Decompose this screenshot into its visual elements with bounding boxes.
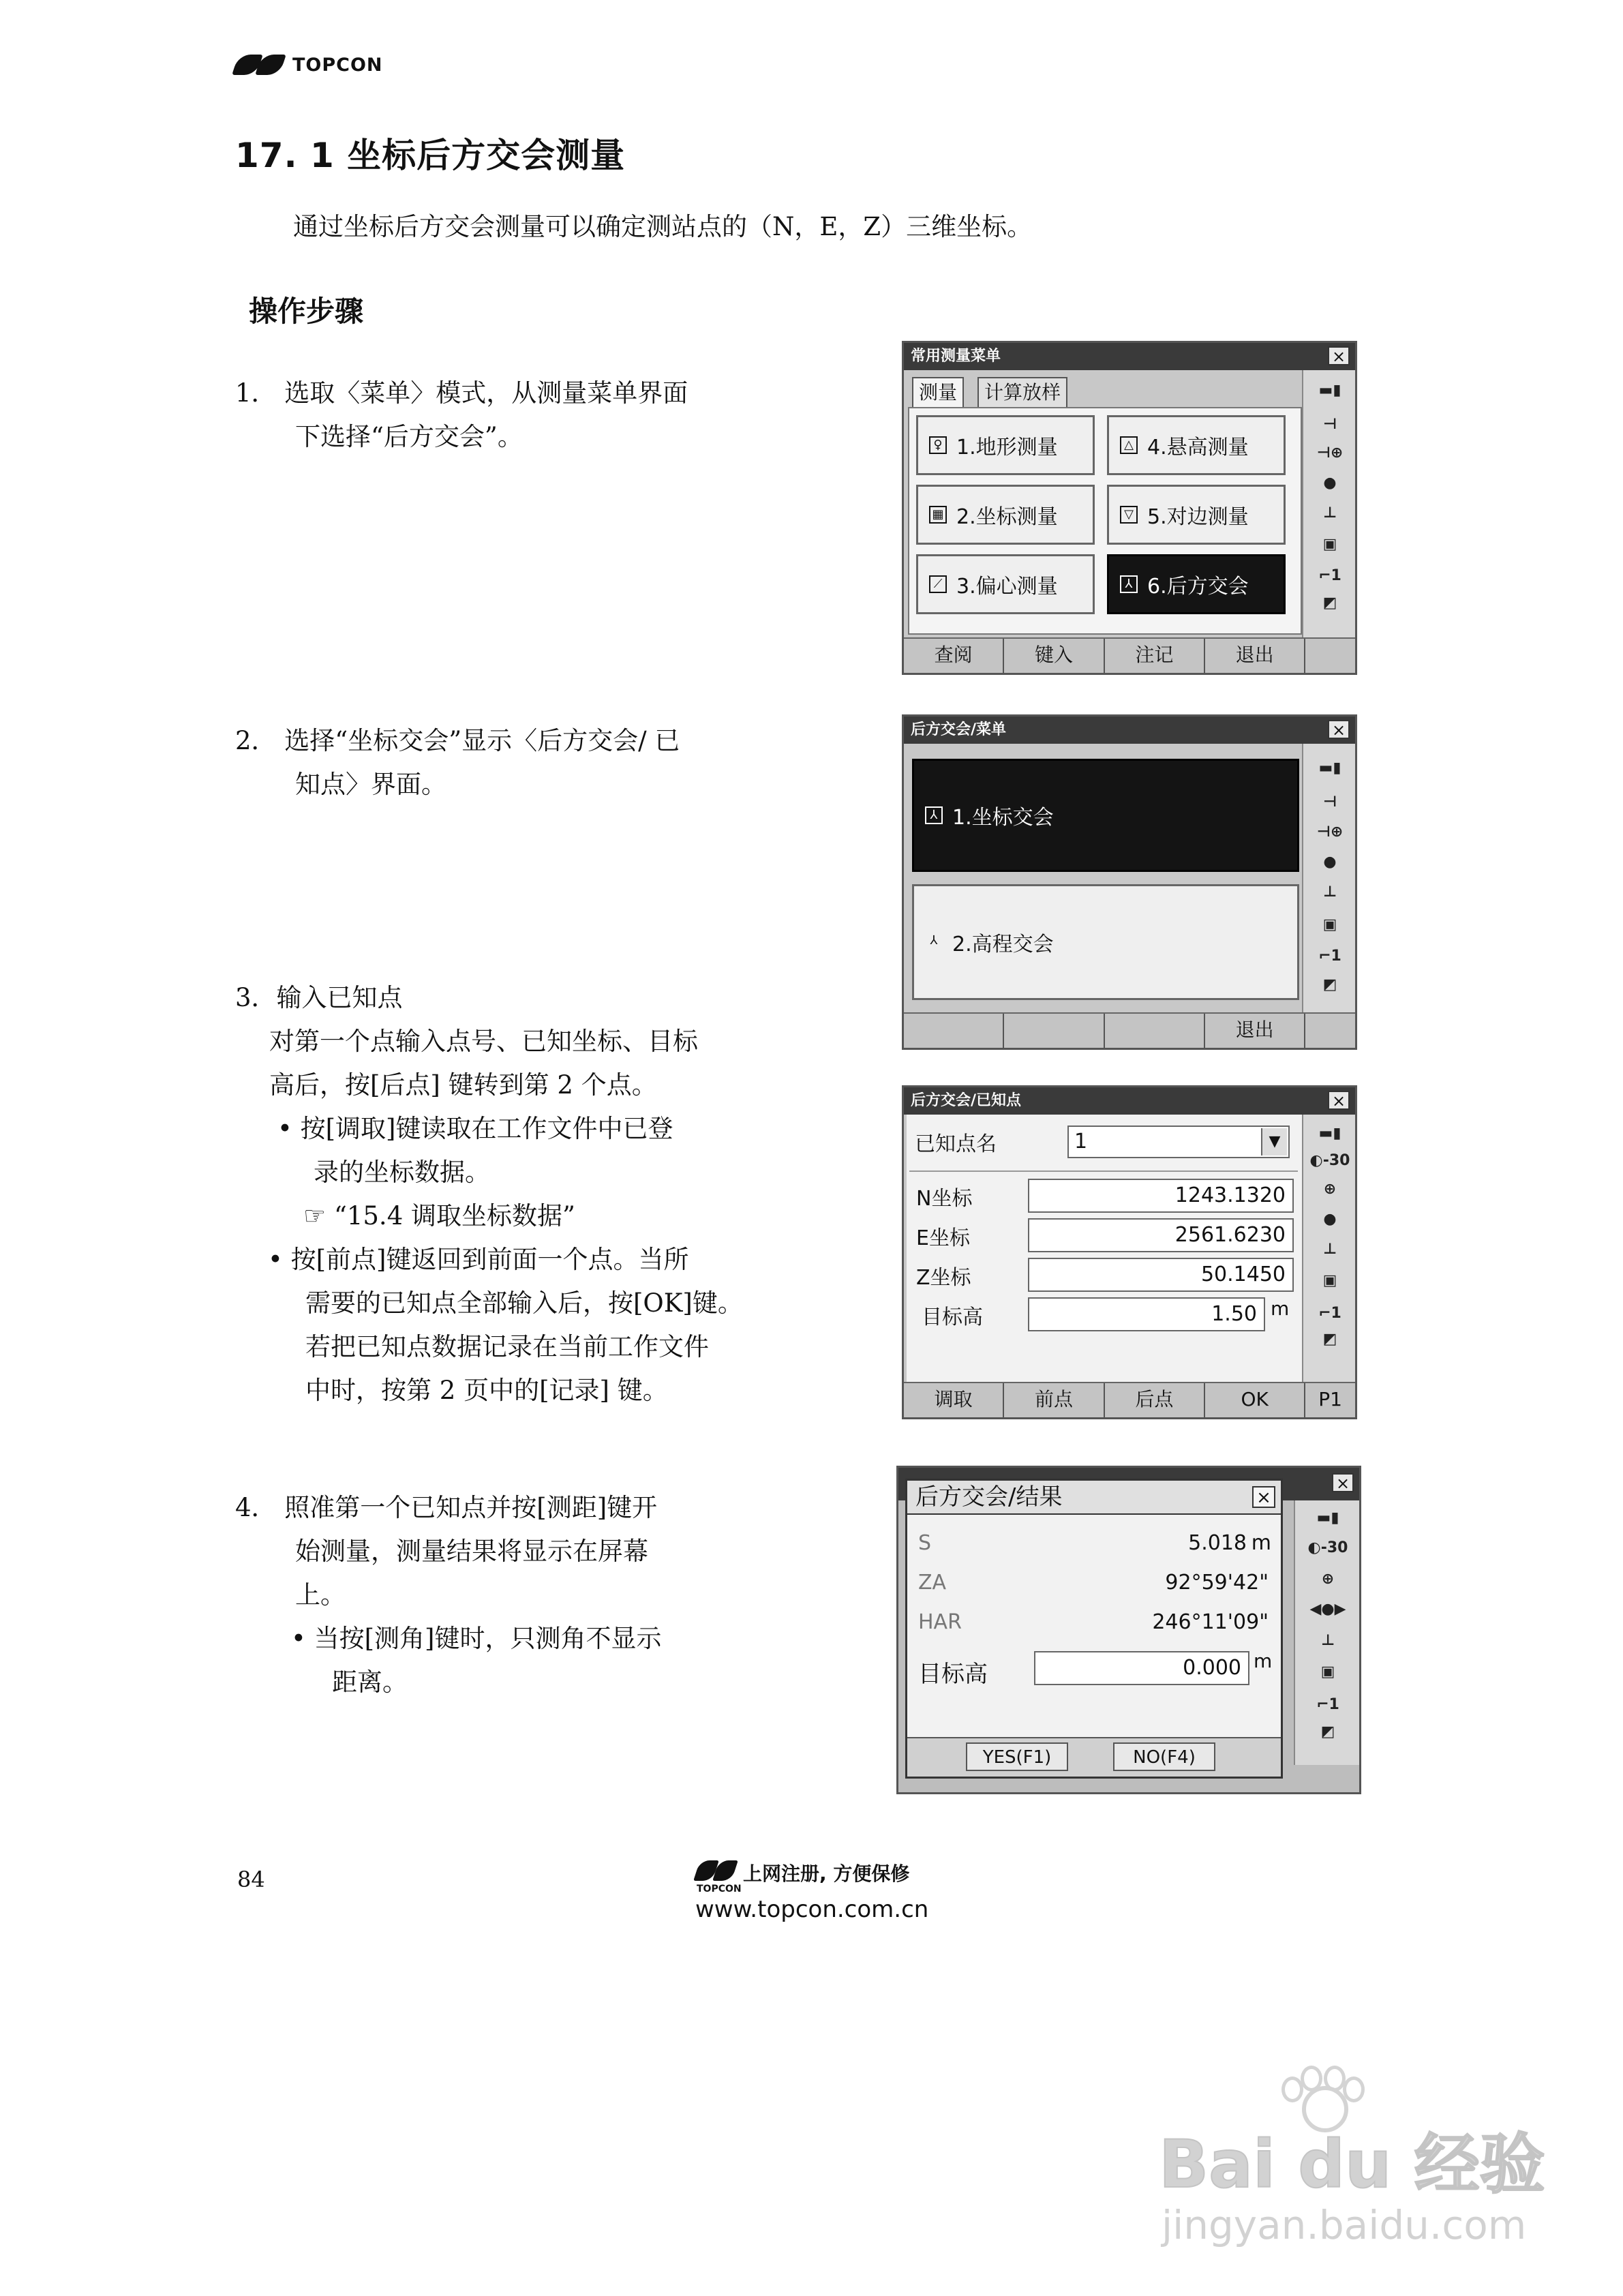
- softkey-note[interactable]: 注记: [1105, 639, 1205, 673]
- menu-offset-button[interactable]: [916, 554, 1095, 614]
- step3-bullet1-line1: • 按[调取]键读取在工作文件中已登: [277, 1114, 673, 1143]
- n-coordinate-input[interactable]: 1243.1320: [1028, 1179, 1294, 1213]
- input-mode-icon: ⌐1: [1316, 1695, 1339, 1713]
- input-mode-icon: ⌐1: [1318, 947, 1341, 965]
- softkey-f3[interactable]: [1105, 1014, 1205, 1048]
- battery-icon: ▬▮: [1318, 381, 1341, 399]
- instrument-icon: ▣: [1322, 1271, 1337, 1289]
- target-height-unit: m: [1254, 1650, 1273, 1672]
- zenith-angle-label: ZA: [918, 1571, 947, 1595]
- screen1-status-sidebar: [1302, 370, 1355, 637]
- watermark-brand: Bai du 经验: [1159, 2126, 1545, 2203]
- softkey-blank[interactable]: [1305, 1014, 1355, 1048]
- close-icon[interactable]: ×: [1328, 1091, 1350, 1110]
- target-height-label: 目标高: [918, 1661, 988, 1688]
- paw-icon: [1275, 2066, 1363, 2127]
- softkey-page[interactable]: P1: [1305, 1383, 1355, 1417]
- step2-line1: 2． 选择“坐标交会”显示〈后方交会/ 已: [235, 726, 680, 755]
- prism-constant: [1309, 1149, 1351, 1172]
- resection-icon: ⅄: [925, 806, 943, 824]
- target-icon: ●: [1323, 474, 1337, 492]
- step3-bullet1-line2: 录的坐标数据。: [314, 1158, 490, 1187]
- target-height-unit: m: [1271, 1297, 1290, 1320]
- screen1-title: 常用测量菜单: [911, 348, 1001, 365]
- chevron-down-icon[interactable]: ▼: [1261, 1128, 1287, 1155]
- prism-icon: ⊥: [1322, 504, 1337, 522]
- softkey-f1[interactable]: [904, 1014, 1004, 1048]
- instrument-icon: ▣: [1322, 535, 1337, 553]
- menu-item-label: 4.悬高测量: [1147, 436, 1249, 459]
- divider: [909, 1170, 1298, 1172]
- prism-constant: [1301, 1536, 1355, 1559]
- step1-line1: 1． 选取〈菜单〉模式，从测量菜单界面: [235, 378, 688, 408]
- screen1-softkeys: [904, 637, 1355, 673]
- screen-resection-menu: [902, 714, 1357, 1050]
- screen-measure-menu: [902, 341, 1357, 675]
- prism-constant-icon: ◐: [1309, 1151, 1323, 1169]
- z-coordinate-label: Z坐标: [916, 1266, 971, 1290]
- footer-logo: [695, 1858, 928, 1923]
- footer-url: www.topcon.com.cn: [695, 1896, 929, 1923]
- screen1-titlebar: [904, 343, 1355, 370]
- softkey-exit[interactable]: 退出: [1205, 639, 1305, 673]
- step4-line1: 4． 照准第一个已知点并按[测距]键开: [235, 1493, 658, 1522]
- menu-coordinate-resection-button[interactable]: [912, 759, 1299, 872]
- menu-remote-elevation-button[interactable]: [1107, 415, 1286, 475]
- brand-name: TOPCON: [292, 54, 383, 76]
- target-icon: ●: [1323, 853, 1337, 871]
- target-height-input[interactable]: 0.000: [1034, 1651, 1249, 1685]
- resection-icon: ⅄: [1120, 575, 1138, 593]
- yes-button[interactable]: YES(F1): [966, 1742, 1068, 1771]
- tilt-compensation-icon: ⊕: [1323, 1180, 1337, 1198]
- topcon-logo: [235, 48, 383, 82]
- step3-line2: 对第一个点输入点号、已知坐标、目标: [269, 1027, 698, 1056]
- softkey-previous-point[interactable]: 前点: [1004, 1383, 1104, 1417]
- triangle-icon: △: [1120, 436, 1138, 454]
- screen2-title: 后方交会/菜单: [911, 721, 1007, 738]
- inverted-triangle-icon: ▽: [1120, 506, 1138, 524]
- keyboard-icon: ◩: [1322, 976, 1337, 993]
- dialog-button-bar: [907, 1737, 1281, 1777]
- step3-bullet2-line1: • 按[前点]键返回到前面一个点。当所: [268, 1245, 689, 1274]
- offset-icon: ⟋: [929, 575, 947, 593]
- menu-item-label: 6.后方交会: [1147, 575, 1249, 599]
- menu-missing-line-button[interactable]: [1107, 485, 1286, 545]
- known-point-select[interactable]: [1067, 1126, 1290, 1158]
- screen2-titlebar: [904, 716, 1355, 744]
- tilt-compensation-icon: ⊣⊕: [1316, 444, 1344, 462]
- screen3-titlebar: [904, 1087, 1355, 1115]
- keyboard-icon: ◩: [1320, 1723, 1335, 1740]
- input-mode-icon: ⌐1: [1318, 567, 1341, 584]
- no-button[interactable]: NO(F4): [1113, 1742, 1215, 1771]
- screen4-status-sidebar: [1294, 1500, 1359, 1765]
- menu-item-label: 2.高程交会: [952, 933, 1054, 956]
- step3-bullet2-line4: 中时，按第 2 页中的[记录] 键。: [305, 1376, 668, 1405]
- dialog-close-icon[interactable]: ×: [1252, 1486, 1275, 1508]
- result-dialog: [905, 1479, 1283, 1779]
- step4-bullet1-line2: 距离。: [332, 1667, 408, 1697]
- slope-distance-value: 5.018: [1188, 1531, 1247, 1555]
- known-point-value: 1: [1074, 1130, 1088, 1153]
- menu-topography-button[interactable]: [916, 415, 1095, 475]
- step3-line1: 3．输入已知点: [235, 983, 403, 1012]
- screen3-softkeys: [904, 1382, 1355, 1417]
- target-height-input[interactable]: 1.50: [1028, 1297, 1265, 1331]
- horizontal-angle-value: 246°11'09": [1152, 1610, 1269, 1634]
- prism-constant-value: -30: [1322, 1151, 1350, 1169]
- prism-icon: ⊥: [1320, 1631, 1335, 1649]
- known-point-label: 已知点名: [915, 1132, 997, 1156]
- result-dialog-title: 后方交会/结果: [907, 1481, 1281, 1515]
- tilt-compensation-icon: ⊣⊕: [1316, 823, 1344, 841]
- z-coordinate-input[interactable]: 50.1450: [1028, 1258, 1294, 1292]
- elevation-resection-icon: ⅄: [930, 933, 938, 948]
- prism-icon: ⊥: [1322, 883, 1337, 901]
- prism-constant-value: -30: [1320, 1539, 1348, 1556]
- menu-item-label: 5.对边测量: [1147, 505, 1249, 529]
- section-intro: 通过坐标后方交会测量可以确定测站点的（N，E，Z）三维坐标。: [293, 212, 1033, 241]
- screen2-softkeys: [904, 1012, 1355, 1048]
- horizontal-angle-label: HAR: [918, 1610, 962, 1634]
- zenith-angle-value: 92°59'42": [1165, 1571, 1269, 1595]
- step2-text: [235, 719, 680, 806]
- section-title: 17. 1 坐标后方交会测量: [235, 136, 626, 175]
- softkey-next-point[interactable]: 后点: [1105, 1383, 1205, 1417]
- screen3-form-panel: [907, 1115, 1303, 1385]
- close-icon[interactable]: ×: [1328, 720, 1350, 739]
- softkey-exit[interactable]: 退出: [1205, 1014, 1305, 1048]
- battery-icon: ▬▮: [1318, 1124, 1341, 1142]
- step3-reference: [235, 1194, 743, 1238]
- page-number: 84: [237, 1867, 265, 1892]
- menu-coordinate-button[interactable]: [916, 485, 1095, 545]
- instrument-icon: ▣: [1320, 1663, 1335, 1680]
- slope-distance-label: S: [918, 1531, 932, 1555]
- slope-distance-unit: m: [1251, 1531, 1271, 1555]
- step2-line2: 知点〉界面。: [295, 770, 446, 799]
- step3-text: [235, 976, 743, 1413]
- close-icon[interactable]: ×: [1332, 1473, 1354, 1492]
- menu-item-label: 1.地形测量: [956, 436, 1058, 459]
- step4-text: [235, 1486, 661, 1704]
- softkey-f2[interactable]: [1004, 1014, 1104, 1048]
- tab-calc-stakeout[interactable]: 计算放样: [977, 377, 1067, 407]
- steps-heading: 操作步骤: [249, 294, 364, 328]
- keyboard-icon: ◩: [1322, 1330, 1337, 1348]
- target-icon: ●: [1323, 1210, 1337, 1228]
- softkey-blank[interactable]: [1305, 639, 1355, 673]
- softkey-recall[interactable]: 调取: [904, 1383, 1004, 1417]
- menu-item-label: 3.偏心测量: [956, 575, 1058, 599]
- softkey-view[interactable]: 查阅: [904, 639, 1004, 673]
- tilt-icon: ⊣: [1322, 793, 1337, 811]
- softkey-ok[interactable]: OK: [1205, 1383, 1305, 1417]
- footer-brand: TOPCON: [697, 1884, 742, 1894]
- step4-line3: 上。: [295, 1580, 346, 1610]
- screen3-title: 后方交会/已知点: [911, 1092, 1022, 1109]
- topcon-logo-icon: [235, 50, 288, 79]
- step1-line2: 下选择“后方交会”。: [295, 422, 523, 451]
- tripod-icon: ♀: [929, 436, 947, 454]
- tilt-compensation-icon: ⊕: [1321, 1570, 1335, 1588]
- close-icon[interactable]: ×: [1328, 346, 1350, 365]
- grid-icon: ▦: [929, 506, 947, 524]
- menu-elevation-resection-button[interactable]: [912, 884, 1299, 1000]
- menu-resection-button[interactable]: [1107, 554, 1286, 614]
- target-height-label: 目标高: [922, 1305, 983, 1329]
- tab-measure[interactable]: 测量: [912, 377, 964, 410]
- laser-icon: ◀●▶: [1309, 1600, 1346, 1618]
- screen3-status-sidebar: [1302, 1115, 1355, 1382]
- prism-icon: ⊥: [1322, 1240, 1337, 1258]
- step4-line2: 始测量，测量结果将显示在屏幕: [295, 1537, 648, 1566]
- n-coordinate-label: N坐标: [916, 1187, 973, 1211]
- menu-item-label: 1.坐标交会: [952, 806, 1054, 830]
- prism-constant-icon: ◐: [1307, 1539, 1321, 1556]
- battery-icon: ▬▮: [1318, 759, 1341, 776]
- e-coordinate-label: E坐标: [916, 1226, 970, 1250]
- screen1-menu-panel: [908, 407, 1302, 635]
- tilt-icon: ⊣: [1322, 415, 1337, 433]
- step3-line3: 高后，按[后点] 键转到第 2 个点。: [269, 1070, 657, 1100]
- step1-text: [235, 372, 688, 459]
- footer-tagline: 上网注册, 方便保修: [743, 1862, 910, 1885]
- topcon-logo-icon: [695, 1858, 739, 1888]
- step3-reference-text: “15.4 调取坐标数据”: [333, 1201, 575, 1230]
- step3-bullet2-line3: 若把已知点数据记录在当前工作文件: [305, 1332, 709, 1361]
- e-coordinate-input[interactable]: 2561.6230: [1028, 1218, 1294, 1252]
- screen-resection-result: [896, 1466, 1361, 1794]
- watermark-url: jingyan.baidu.com: [1162, 2202, 1527, 2248]
- input-mode-icon: ⌐1: [1318, 1304, 1341, 1322]
- instrument-icon: ▣: [1322, 916, 1337, 933]
- step4-bullet1-line1: • 当按[测角]键时，只测角不显示: [291, 1624, 662, 1653]
- screen-known-point: [902, 1085, 1357, 1419]
- pointing-hand-icon: ☞: [303, 1201, 327, 1230]
- screen2-status-sidebar: [1302, 744, 1355, 1012]
- menu-item-label: 2.坐标测量: [956, 505, 1058, 529]
- baidu-watermark: [1159, 2066, 1545, 2248]
- softkey-input[interactable]: 键入: [1004, 639, 1104, 673]
- battery-icon: ▬▮: [1316, 1509, 1339, 1526]
- step3-bullet2-line2: 需要的已知点全部输入后，按[OK]键。: [305, 1288, 743, 1318]
- keyboard-icon: ◩: [1322, 594, 1337, 611]
